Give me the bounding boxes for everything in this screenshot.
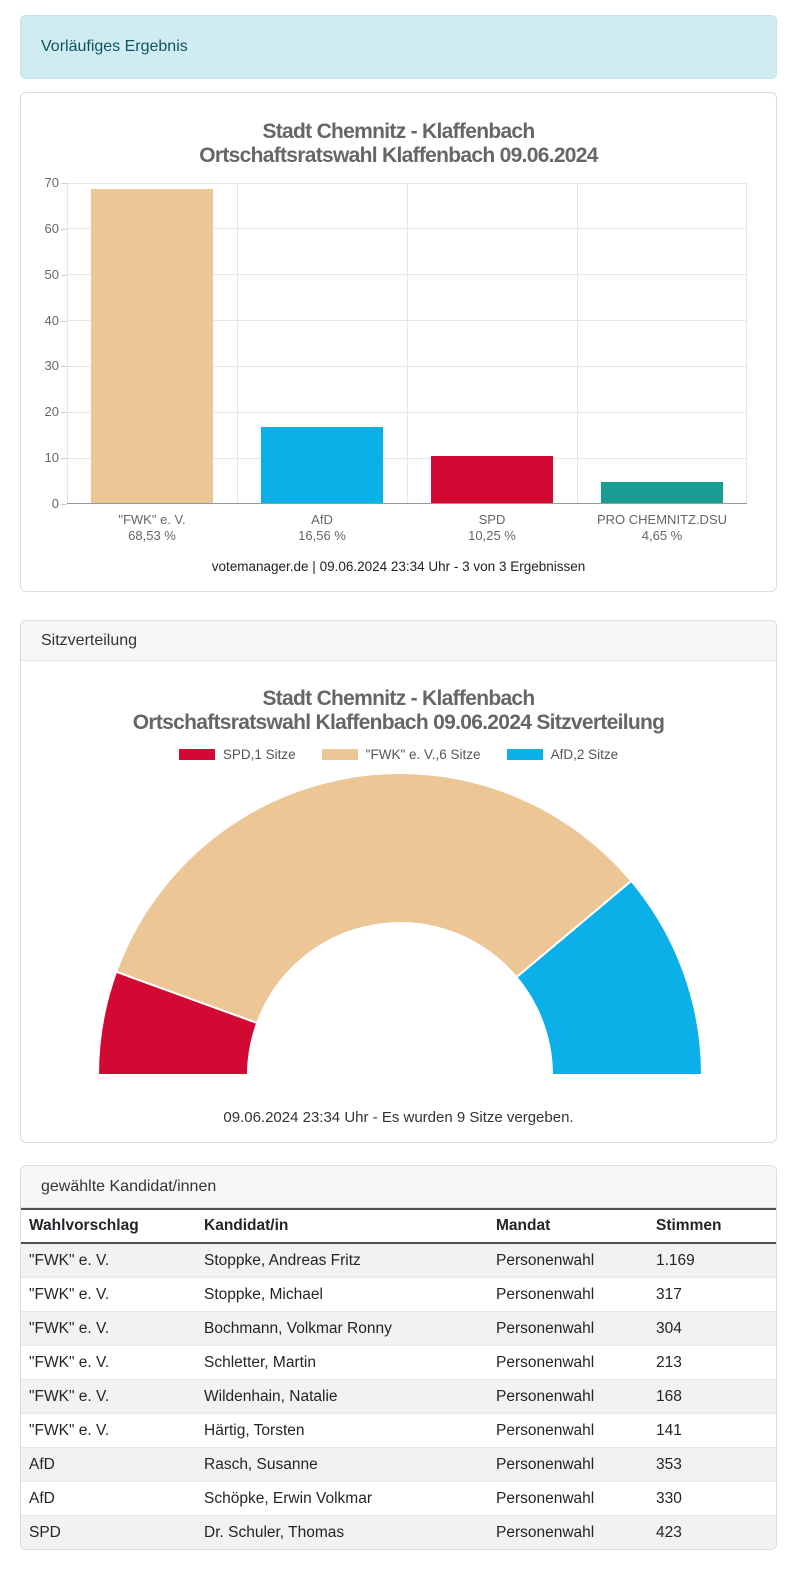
table-cell: Wildenhain, Natalie: [196, 1380, 488, 1414]
seat-chart-title-line1: Stadt Chemnitz - Klaffenbach: [262, 687, 535, 710]
table-cell: Personenwahl: [488, 1482, 648, 1516]
table-cell: Personenwahl: [488, 1380, 648, 1414]
bar-chart-title-line1: Stadt Chemnitz - Klaffenbach: [262, 120, 535, 143]
table-row: [21, 1278, 776, 1312]
gridline-vertical: [237, 183, 238, 503]
x-axis-label: [577, 512, 747, 544]
table-cell: Personenwahl: [488, 1516, 648, 1550]
table-cell: Dr. Schuler, Thomas: [196, 1516, 488, 1550]
seat-chart-caption: 09.06.2024 23:34 Uhr - Es wurden 9 Sitze vergeben.: [223, 1109, 574, 1126]
y-axis-label: 30: [44, 358, 59, 374]
table-row: [21, 1243, 776, 1278]
table-cell: Personenwahl: [488, 1346, 648, 1380]
table-cell: Personenwahl: [488, 1243, 648, 1278]
column-header: Stimmen: [648, 1209, 776, 1243]
table-row: [21, 1482, 776, 1516]
x-axis-label: [237, 512, 407, 544]
bar-chart-panel: [20, 92, 777, 592]
bar-chart-caption: votemanager.de | 09.06.2024 23:34 Uhr - 3 von 3 Ergebnissen: [211, 559, 586, 574]
category-percent: 4,65 %: [641, 528, 683, 543]
candidates-table: [21, 1208, 776, 1549]
table-cell: AfD: [21, 1482, 196, 1516]
gridline-vertical: [67, 183, 68, 503]
category-percent: 10,25 %: [468, 528, 516, 543]
legend-item-afd[interactable]: [507, 747, 619, 762]
y-axis-label: 10: [44, 450, 59, 466]
gridline-vertical: [577, 183, 578, 503]
category-name: SPD: [478, 512, 506, 527]
legend-swatch: [322, 749, 358, 760]
y-axis-tick: [61, 412, 67, 413]
table-cell: Schöpke, Erwin Volkmar: [196, 1482, 488, 1516]
table-row: [21, 1516, 776, 1550]
legend-swatch: [507, 749, 543, 760]
table-cell: Personenwahl: [488, 1448, 648, 1482]
legend-label: SPD,1 Sitze: [222, 747, 296, 762]
elected-candidates-panel: [20, 1165, 777, 1550]
y-axis-label: 70: [44, 175, 59, 190]
table-cell: "FWK" e. V.: [21, 1414, 196, 1448]
table-cell: 353: [648, 1448, 776, 1482]
table-row: [21, 1346, 776, 1380]
column-header: Mandat: [488, 1209, 648, 1243]
gridline-vertical: [407, 183, 408, 503]
seat-distribution-panel: [20, 620, 777, 1143]
y-axis-tick: [61, 183, 67, 184]
table-cell: Personenwahl: [488, 1414, 648, 1448]
y-axis-label: 50: [44, 266, 59, 282]
table-cell: Schletter, Martin: [196, 1346, 488, 1380]
legend-label: AfD,2 Sitze: [550, 747, 619, 762]
y-axis-label: 60: [44, 220, 59, 236]
bar-4[interactable]: [601, 482, 723, 503]
table-cell: 213: [648, 1346, 776, 1380]
bar-chart-plot-area: [67, 183, 747, 504]
seat-chart-legend: [21, 747, 776, 762]
column-header: Wahlvorschlag: [21, 1209, 196, 1243]
category-name: AfD: [311, 512, 333, 527]
table-cell: Bochmann, Volkmar Ronny: [196, 1312, 488, 1346]
bar-2[interactable]: [261, 427, 383, 503]
table-row: [21, 1312, 776, 1346]
bar-3[interactable]: [431, 456, 553, 503]
x-axis-label: [407, 512, 577, 544]
table-cell: AfD: [21, 1448, 196, 1482]
table-cell: "FWK" e. V.: [21, 1346, 196, 1380]
legend-item-fwkev[interactable]: [322, 747, 481, 762]
legend-swatch: [179, 749, 215, 760]
seat-panel-header-text: Sitzverteilung: [41, 631, 138, 649]
table-header-row: [21, 1209, 776, 1243]
category-percent: 68,53 %: [128, 528, 176, 543]
table-cell: "FWK" e. V.: [21, 1312, 196, 1346]
table-panel-header: [21, 1166, 776, 1208]
table-cell: 423: [648, 1516, 776, 1550]
y-axis-tick: [61, 229, 67, 230]
x-axis-label: [67, 512, 237, 544]
table-cell: "FWK" e. V.: [21, 1380, 196, 1414]
table-row: [21, 1448, 776, 1482]
y-axis-label: 0: [51, 496, 59, 511]
seat-half-donut-chart: [21, 772, 775, 1078]
y-axis-tick: [61, 366, 67, 367]
y-axis-tick: [61, 275, 67, 276]
seat-chart-title-line2: Ortschaftsratswahl Klaffenbach 09.06.2024 Sitzverteilung: [132, 711, 665, 734]
legend-label: "FWK" e. V.,6 Sitze: [365, 747, 481, 762]
table-cell: 304: [648, 1312, 776, 1346]
table-cell: Personenwahl: [488, 1278, 648, 1312]
bar-1[interactable]: [91, 189, 213, 503]
alert-preliminary-result: [20, 15, 777, 79]
table-cell: Rasch, Susanne: [196, 1448, 488, 1482]
table-cell: SPD: [21, 1516, 196, 1550]
column-header: Kandidat/in: [196, 1209, 488, 1243]
bar-chart-title-line2: Ortschaftsratswahl Klaffenbach 09.06.2024: [199, 144, 598, 167]
category-name: PRO CHEMNITZ.DSU: [597, 512, 727, 527]
table-cell: Personenwahl: [488, 1312, 648, 1346]
table-row: [21, 1414, 776, 1448]
table-panel-header-text: gewählte Kandidat/innen: [41, 1177, 217, 1195]
table-cell: Stoppke, Andreas Fritz: [196, 1243, 488, 1278]
table-cell: 1.169: [648, 1243, 776, 1278]
gridline-vertical: [746, 183, 747, 503]
y-axis-tick: [61, 504, 67, 505]
table-cell: 168: [648, 1380, 776, 1414]
category-percent: 16,56 %: [298, 528, 346, 543]
table-cell: 330: [648, 1482, 776, 1516]
y-axis-label: 40: [44, 312, 59, 328]
table-cell: Stoppke, Michael: [196, 1278, 488, 1312]
table-row: [21, 1380, 776, 1414]
y-axis-tick: [61, 321, 67, 322]
alert-text: Vorläufiges Ergebnis: [41, 38, 188, 55]
y-axis-tick: [61, 458, 67, 459]
table-cell: "FWK" e. V.: [21, 1278, 196, 1312]
y-axis-label: 20: [44, 404, 59, 420]
legend-item-spd[interactable]: [179, 747, 296, 762]
table-cell: 141: [648, 1414, 776, 1448]
table-cell: "FWK" e. V.: [21, 1243, 196, 1278]
seat-panel-header: [21, 621, 776, 661]
table-cell: 317: [648, 1278, 776, 1312]
category-name: "FWK" e. V.: [118, 512, 186, 527]
table-cell: Härtig, Torsten: [196, 1414, 488, 1448]
